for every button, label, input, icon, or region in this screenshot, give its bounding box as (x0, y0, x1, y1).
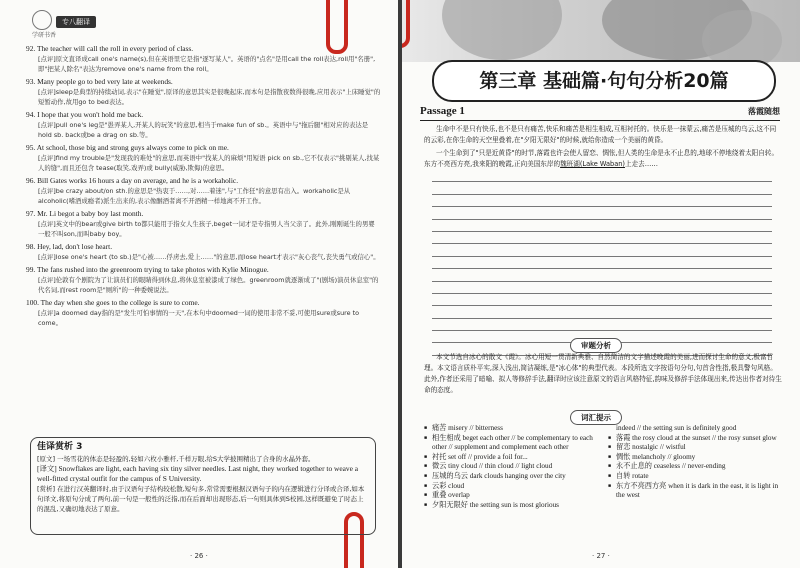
vocab-item: ■ 东方不亮西方亮 when it is dark in the east, it is light in the west (608, 482, 784, 501)
analysis-text: 本文节选自冰心的散文《霞》。冰心用短一贯清新典雅、自然简洁的文字描述晚霞的美丽,进而探讨生命的意义,极富哲理。本文语言质朴平实,深入浅出,简洁凝练,是"冰心体"的典型代表。本段所选文字按语句分句,句首含性指,极具警句风格。此外,作者还采用了暗喻、拟人等修辞手法,翻译时应该注意原文的语言风格特征,韵味及修辞手法体现出来,传达出作者对待生命的态度。 (424, 353, 782, 394)
entry-list (26, 44, 381, 331)
passage-paragraph-1: 生命中不是只有快乐,也不是只有痛苦,快乐和痛苦是相生相成,互相衬托的。快乐是一抹蒙云,痛苦是压城的乌云,这不同的云彩,在你生命的天空里叠着,在"夕阳无限好"的时候,就给你造成一个美丽的黄昏。 (424, 125, 777, 144)
box-source: [原文] 一场雪花的体态是轻盈的,轻如六枚小雅杆,千样万眼,给S大学披围精出了合身的水晶外套。 (37, 455, 315, 463)
brand-logo (32, 10, 56, 39)
entry-96 (26, 176, 381, 206)
vocab-column-right (608, 424, 784, 501)
entry-comment: [点评]英文中的bear或give birth to都只能用于指女人生孩子,beget一词才是专指男人当父亲了。此外,刚刚诞生的男婴一般不叫son,而叫baby boy。 (38, 220, 375, 238)
box-note: [赏析] 在进行汉英翻译时,由于汉语句子结构较松散,短句多,常常需要根据汉语句子的内在逻辑进行分译或合译,如本句译文,将原句分成了两句,前一句是一般性的泛指,而在后面却出现形态,后一句则具体到S校园,这样既避免了时态上的混乱,又确切地表达了原意。 (37, 485, 365, 513)
vocab-label: 词汇提示 (570, 410, 622, 425)
vocab-column-left (424, 424, 600, 510)
entry-sentence: The teacher will call the roll in every period of class. (36, 44, 194, 53)
divider (420, 120, 780, 121)
underlined-term: 魏班湖(Lake Waban) (560, 160, 625, 168)
entry-comment: [点评]be crazy about/on sth.的意思是"热衷于……,对……着迷",与"工作狂"的意思有出入。workaholic是从alcoholic(嗜酒成瘾者)派生出来的,表示像酗酒者离不开酒精一样地离不开工作。 (38, 187, 351, 205)
passage-paragraph-2: 一个生命到了"只是近黄昏"的时节,落霞也许会使人留恋、惆怅,但人类的生命是永不止息的,地球不停地绕着太阳自转。东方不亮西方亮,我来阳的晚霞,正向美国东岸的魏班湖(Lake Waban)上走去…… (424, 149, 779, 168)
vocab-item: ■ 云彩 cloud (424, 482, 600, 492)
translation-appreciation-box (30, 437, 376, 535)
right-page (402, 0, 800, 568)
entry-98 (26, 242, 381, 262)
entry-92 (26, 44, 381, 74)
entry-number: 94. (26, 110, 36, 119)
entry-sentence: Mr. Li begot a baby boy last month. (37, 209, 144, 218)
entry-sentence: Many people go to bed very late at weekends. (37, 77, 173, 86)
passage-label: Passage 1 (420, 105, 465, 117)
entry-sentence: At school, those big and strong guys always come to pick on me. (36, 143, 229, 152)
entry-comment: [点评]pull one's leg是"愚弄某人,开某人的玩笑"的意思,相当于make fun of sb.。英语中与"拖后腿"相对应的表达是 hold sb. back或be a drag on sb.等。 (38, 121, 369, 139)
page-number-left: · 26 · (190, 552, 208, 560)
entry-99 (26, 265, 381, 295)
entry-number: 95. (26, 143, 36, 152)
left-page (0, 0, 398, 568)
entry-100 (26, 298, 381, 328)
entry-sentence: Bill Gates works 16 hours a day on average, and he is a workaholic. (37, 176, 239, 185)
entry-94 (26, 110, 381, 140)
entry-comment: [点评]sleep是典型的持续动词,表示"在睡觉",原译的意思其实是很晚起床,而本句是指散夜数得很晚,应用表示"上床睡觉"的短暂动作,故用go to bed表达。 (38, 88, 381, 106)
entry-number: 97. (26, 209, 36, 218)
analysis-label: 审题分析 (570, 338, 622, 353)
entry-comment: [点评]lose one's heart (to sb.)是"心被……俘虏去,爱上……"的意思,而lose heart才表示"灰心丧气,丧失勇气或信心"。 (38, 253, 380, 261)
vocab-item: ■ 相生相成 beget each other // be complementary to each other // supplement and complement each other (424, 434, 600, 453)
vocab-item: ■ 痛苦 misery // bitterness (424, 424, 600, 434)
passage-title: 落霞随想 (748, 107, 780, 116)
level-tag: 专八翻译 (56, 16, 96, 28)
box-title: 佳译赏析 3 (37, 442, 83, 452)
vocab-item: ■ 永不止息的 ceaseless // never-ending (608, 462, 784, 472)
page-number-right: · 27 · (592, 552, 610, 560)
answer-writing-lines (432, 170, 772, 356)
vocab-item: ■ 落霞 the rosy cloud at the sunset // the rosy sunset glow (608, 434, 784, 444)
chinese-passage (424, 124, 780, 172)
vocab-item: ■ 惆怅 melancholy // gloomy (608, 453, 784, 463)
vocab-item: ■ 留恋 nostalgic // wistful (608, 443, 784, 453)
entry-comment: [点评]a doomed day指的是"发生可怕事情的一天",在本句中doomed一词的使用非常不妥,可使用sure或sure to come。 (38, 309, 359, 327)
vocab-item: ■ 压城的乌云 dark clouds hanging over the city (424, 472, 600, 482)
entry-comment: [点评]伦敦有个剧院为了让演员们的眼睛得到休息,将休息室被漆成了绿色。greenroom就逐渐成了"(剧场)演员休息室"的代名词,而rest room是"厕所"的一种委婉说法。 (38, 276, 379, 294)
brand-name: 学研书香 (32, 32, 57, 39)
entry-sentence: I hope that you won't hold me back. (37, 110, 144, 119)
vocab-item: ■ 夕阳无限好 the setting sun is most glorious (424, 501, 600, 511)
vocab-item: ■ 衬托 set off // provide a foil for... (424, 453, 600, 463)
entry-number: 96. (26, 176, 36, 185)
entry-number: 92. (26, 44, 36, 53)
entry-comment: [点评]原文直译成call one's name(s),但在英语里它是指"逐写某人"。英语的"点名"是用call the roll表达,roll用"名册",即"把某人除名"表达为remove one's name from the roll。 (38, 55, 376, 73)
entry-97 (26, 209, 381, 239)
logo-icon (32, 10, 52, 30)
binder-clip-decoration (402, 0, 410, 48)
entry-93 (26, 77, 381, 107)
entry-number: 93. (26, 77, 36, 86)
vocab-item: ■ 重叠 overlap (424, 491, 600, 501)
entry-number: 100. (26, 298, 39, 307)
entry-number: 98. (26, 242, 36, 251)
vocab-item-continued: indeed // the setting sun is definitely good (616, 424, 737, 432)
box-translation: [译文] Snowflakes are light, each having six tiny silver needles. Last night, they worked together to weave a well-fitted crystal outfit for the campus of S University. (37, 464, 358, 483)
entry-number: 99. (26, 265, 36, 274)
vocab-item: ■ 自转 rotate (608, 472, 784, 482)
chapter-header-background (402, 0, 800, 62)
entry-sentence: Hey, lad, don't lose heart. (37, 242, 113, 251)
entry-sentence: The fans rushed into the greenroom trying to take photos with Kylie Minogue. (36, 265, 269, 274)
vocab-item: ■ 微云 tiny cloud // thin cloud // light cloud (424, 462, 600, 472)
chapter-title: 第三章 基础篇·句句分析20篇 (432, 60, 776, 102)
entry-sentence: The day when she goes to the college is sure to come. (40, 298, 200, 307)
entry-comment: [点评]find my trouble是"发现我的难处"的意思,而英语中"找某人的麻烦"用短语 pick on sb.,它不仅表示"挑剔某人,找某人的缝",而且还包含 tease(取笑,戏弄)或 bully(威胁,欺侮)的意思。 (38, 154, 380, 172)
entry-95 (26, 143, 381, 173)
